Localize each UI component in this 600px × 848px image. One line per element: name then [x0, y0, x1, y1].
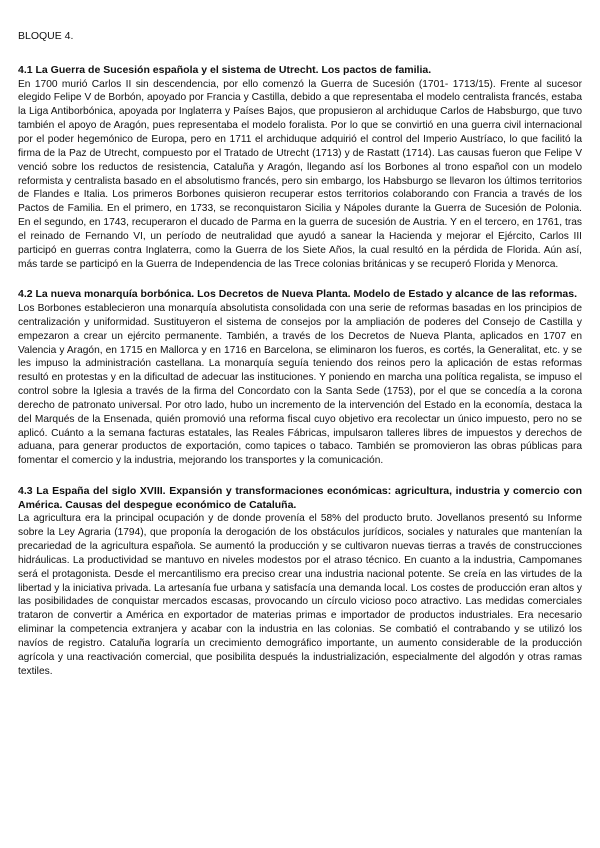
section-body: La agricultura era la principal ocupación y de donde provenía el 58% del producto bruto. Jovellanos presentó su Informe sobre la Ley Agraria (1794), que proponía la derogación de los obstáculos jurídicos, sociales y naturales que mantenían la precariedad de la agricultura española. Se aumentó la producción y se cultivaron nuevas tierras a través de construcciones hidráulicas. La productividad se mantuvo en niveles modestos por el atraso técnico. En cuanto a la industria, Campomanes será el protagonista. Desde el mercantilismo era preciso crear una industria nacional potente. Se creía en las virtudes de la libertad y la iniciativa privada. La artesanía fue urbana y satisfacía una demanda local. Los costes de producción eran altos y las posibilidades de conquistar mercados escasas, provocando un círculo vicioso poco atractivo. Las medidas comerciales trataron de convertir a América en exportador de materias primas e importador de productos industriales. Era necesario eliminar la competencia extranjera y acabar con la industria en las colonias. Se combatió el contrabando y se utilizó los navíos de registro. Cataluña lograría un crecimiento demográfico importante, un aumento considerable de la producción agrícola y una reactivación comercial, que posibilita después la industrialización, especialmente del algodón y otras ramas textiles.	[18, 513, 582, 677]
section-4-2	[18, 288, 582, 468]
section-title: 4.1 La Guerra de Sucesión española y el sistema de Utrecht. Los pactos de familia.	[18, 64, 432, 76]
section-body: Los Borbones establecieron una monarquía absolutista consolidada con una serie de reformas basadas en los principios de centralización y uniformidad. Sustituyeron el sistema de consejos por la ampliación de poderes del Consejo de Castilla y empezaron a crear un ejército permanente. También, a través de los Decretos de Nueva Planta, aplicados en 1707 en Valencia y Aragón, en 1715 en Mallorca y en 1716 en Barcelona, se eliminaron los fueros, es cortés, la Generalitat, etc. y se les impuso la administración castellana. La monarquía seguía teniendo dos reinos pero la aplicación de estas reformas resultó en protestas y en la dificultad de adecuar las instituciones. Y poniendo en marcha una política regalista, se impuso el control sobre la Iglesia a través de la firma del Concordato con la Santa Sede (1753), por el que se concedía a la corona derecho de patronato universal. Por otro lado, hubo un incremento de la intervención del Estado en la economía, destaca la del Marqués de la Ensenada, quién promovió una reforma fiscal cuyo objetivo era recolectar un único impuesto, pero no se aplicó. Cuánto a la semana facturas estatales, las Reales Fábricas, impulsaron talleres libres de impuestos y derechos de aduana, para generar productos de exportación, como tapices o tabaco. También se promovieron las obras públicas para fomentar el comercio y la industria, mejorando los transportes y la comunicación.	[18, 303, 582, 467]
block-label: BLOQUE 4.	[18, 30, 74, 42]
section-4-1	[18, 64, 582, 271]
document-page	[18, 30, 582, 695]
section-4-3	[18, 485, 582, 678]
section-title: 4.2 La nueva monarquía borbónica. Los Decretos de Nueva Planta. Modelo de Estado y alcance de las reformas.	[18, 288, 578, 301]
section-title: 4.3 La España del siglo XVIII. Expansión y transformaciones económicas: agricultura, industria y comercio con América. Causas del despegue económico de Cataluña.	[18, 485, 582, 511]
section-body: En 1700 murió Carlos II sin descendencia, por ello comenzó la Guerra de Sucesión (1701- 1713/15). Frente al sucesor elegido Felipe V de Borbón, apoyado por Francia y Castilla, debido a que representaba el modelo centralista francés, estaba la Liga Antiborbónica, apoyada por Inglaterra y Países Bajos, que propusieron al archiduque Carlos de Habsburgo, que tuvo también el apoyo de Aragón, pues representaba el modelo foralista. Por lo que se convirtió en una guerra civil internacional por el poder hegemónico de Europa, pero en 1711 el archiduque adquirió el control del Imperio Austríaco, lo que facilitó la firma de la Paz de Utrecht, compuesto por el Tratado de Utrecht (1713) y de Rastatt (1714). Las causas fueron que Felipe V venció sobre los reductos de resistencia, Cataluña y Aragón, llegando así los Borbones al trono español con un modelo reformista y centralista basado en el absolutismo francés, pero sin embargo, los Habsburgo se llevaron los últimos territorios de Flandes e Italia. Los primeros Borbones quisieron recuperar estos territorios colaborando con Francia a través de los Pactos de Familia. En el primero, en 1733, se reconquistaron Sicilia y Nápoles durante la Guerra de Sucesión de Polonia. En el segundo, en 1743, recuperaron el ducado de Parma en la guerra de sucesión de Austria. Y en el tercero, en 1761, tras el reinado de Fernando VI, un período de neutralidad que ayudó a sanear la Hacienda y mejorar el Ejército, Carlos III participó en guerras contra Inglaterra, como la Guerra de los Siete Años, la cual resultó en la pérdida de Florida. Aún así, más tarde se participó en la Guerra de Independencia de las Trece colonias británicas y se recuperó Florida y Menorca.	[18, 78, 582, 270]
